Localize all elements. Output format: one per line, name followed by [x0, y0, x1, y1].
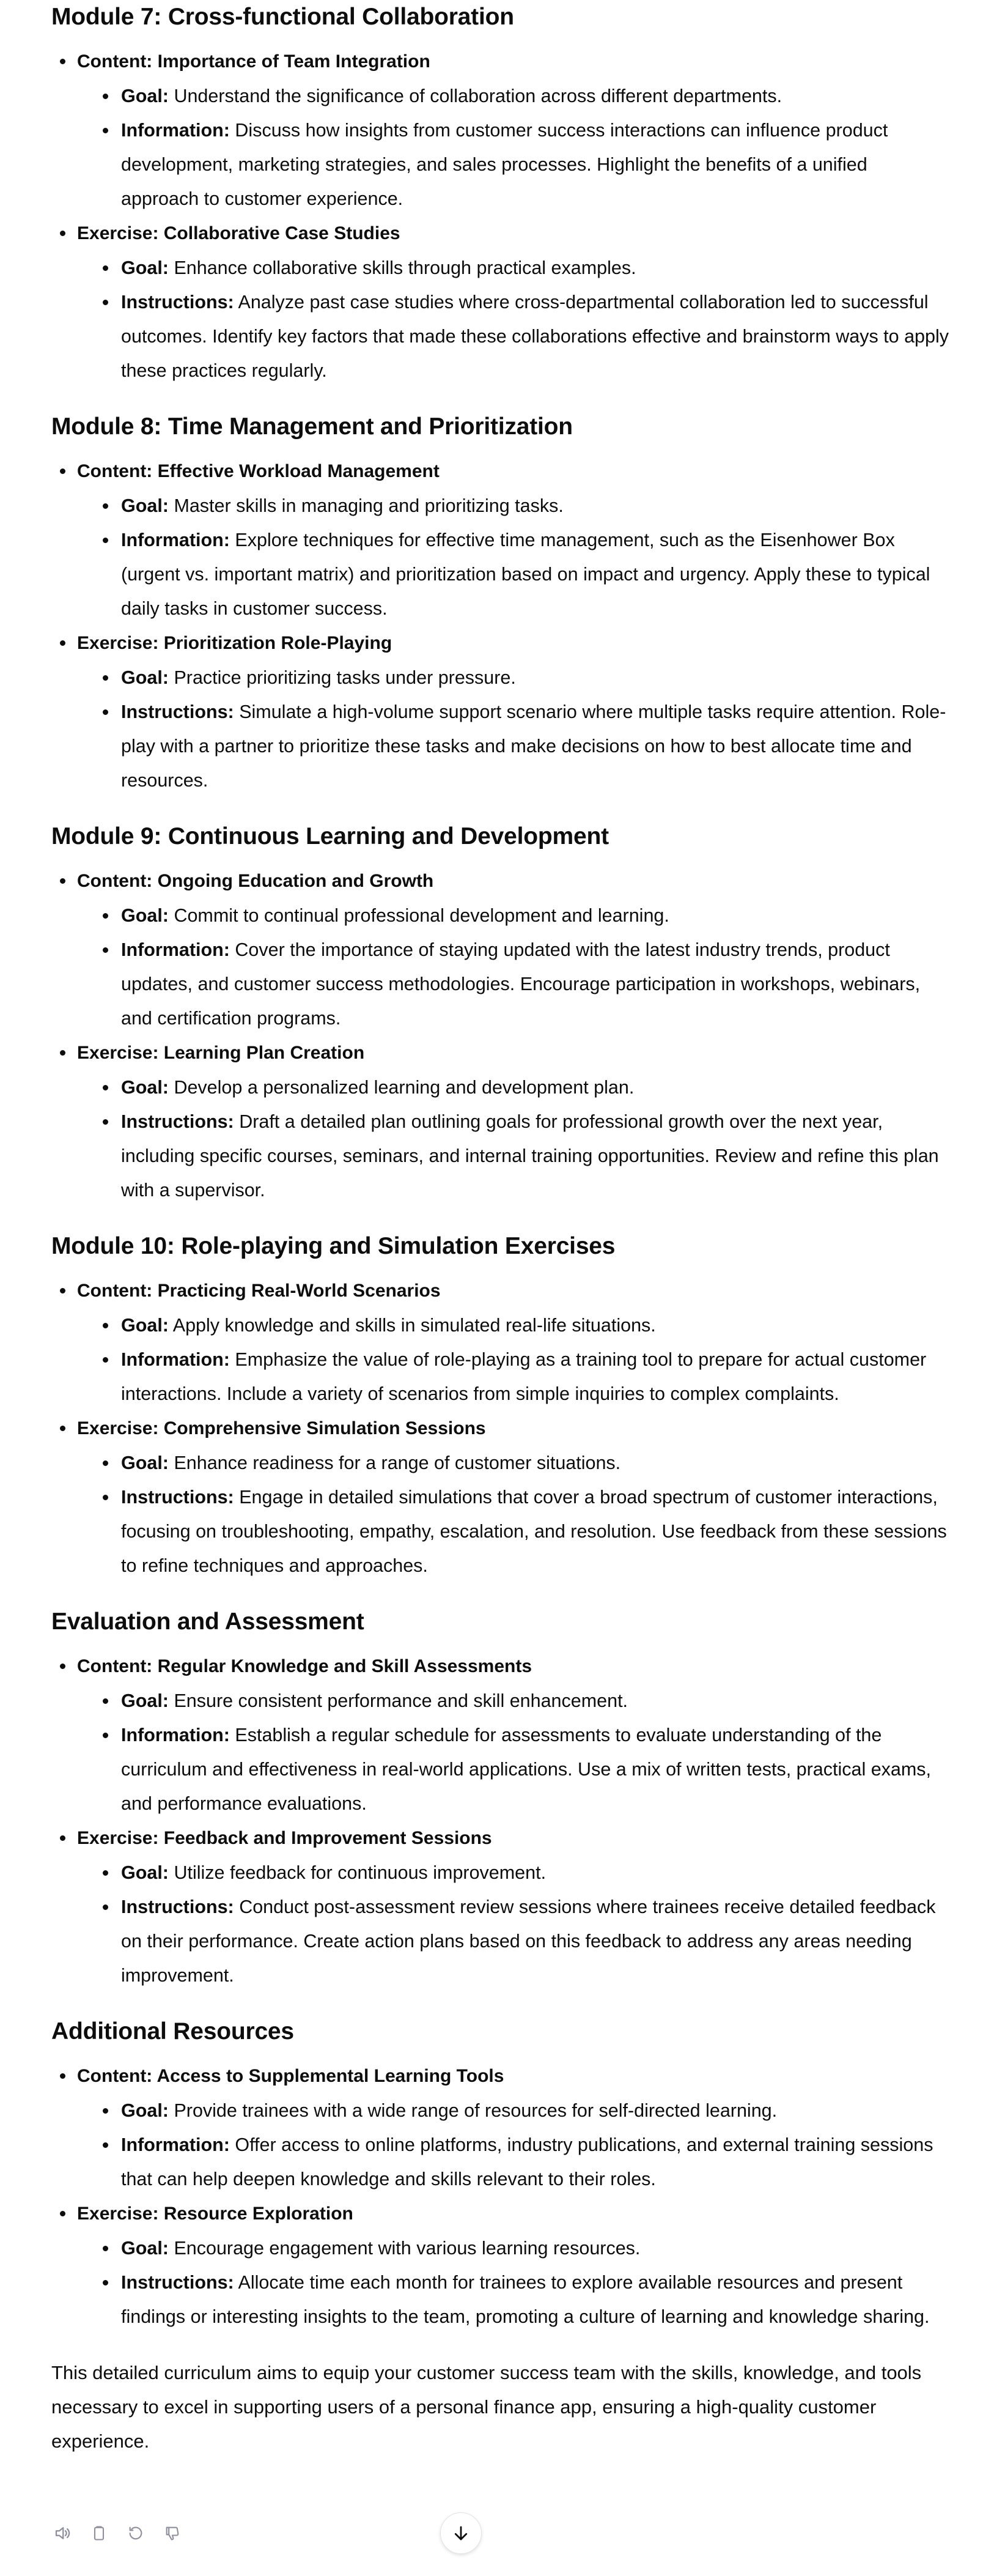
sub-item-label: Goal:	[121, 1690, 169, 1711]
sub-item-label: Goal:	[121, 2100, 169, 2121]
sub-item-label: Goal:	[121, 495, 169, 516]
sub-list-item	[77, 2128, 950, 2196]
module-item-list	[51, 1273, 950, 1583]
item-title: Exercise: Collaborative Case Studies	[77, 223, 400, 243]
sub-list	[77, 661, 950, 798]
module-item-list	[51, 1649, 950, 1993]
item-title: Content: Regular Knowledge and Skill Assessments	[77, 1656, 532, 1676]
module-list	[51, 0, 950, 2334]
sub-list-item	[77, 1446, 950, 1480]
list-item	[51, 1649, 950, 1821]
sub-list	[77, 1684, 950, 1821]
item-title: Content: Practicing Real-World Scenarios	[77, 1281, 441, 1301]
sub-list-item	[77, 933, 950, 1035]
item-title: Content: Importance of Team Integration	[77, 51, 430, 72]
list-item	[51, 1411, 950, 1583]
sub-list-item	[77, 285, 950, 388]
sub-item-text: Engage in detailed simulations that cover a broad spectrum of customer interactions, focusing on troubleshooting, empathy, escalation, and resolution. Use feedback from these sessions to refine techniques and approaches.	[121, 1487, 947, 1576]
sub-item-label: Information:	[121, 120, 230, 141]
closing-paragraph: This detailed curriculum aims to equip your customer success team with the skills, knowledge, and tools necessary to excel in supporting users of a personal finance app, ensuring a high-quality customer experience.	[51, 2362, 922, 2452]
list-item	[51, 864, 950, 1035]
sub-item-text: Enhance collaborative skills through practical examples.	[174, 257, 636, 278]
speaker-icon	[53, 2524, 72, 2542]
sub-list-item	[77, 1856, 950, 1890]
sub-item-label: Goal:	[121, 667, 169, 688]
sub-item-text: Apply knowledge and skills in simulated real-life situations.	[172, 1315, 656, 1336]
module-heading: Module 7: Cross-functional Collaboration	[51, 4, 514, 30]
read-aloud-button[interactable]	[51, 2522, 73, 2544]
sub-item-text: Practice prioritizing tasks under pressure.	[174, 667, 516, 688]
sub-item-label: Information:	[121, 2134, 230, 2155]
sub-item-label: Instructions:	[121, 292, 234, 313]
sub-list	[77, 1070, 950, 1207]
module-heading: Module 10: Role-playing and Simulation Exercises	[51, 1233, 616, 1259]
sub-list	[77, 1308, 950, 1411]
sub-item-label: Goal:	[121, 86, 169, 106]
sub-list-item	[77, 523, 950, 626]
sub-item-text: Master skills in managing and prioritizing tasks.	[174, 495, 564, 516]
sub-item-label: Goal:	[121, 1453, 169, 1473]
sub-item-label: Instructions:	[121, 1897, 234, 1917]
module-heading: Additional Resources	[51, 2018, 294, 2045]
item-title: Exercise: Learning Plan Creation	[77, 1043, 365, 1063]
item-title: Content: Ongoing Education and Growth	[77, 871, 434, 891]
sub-item-text: Encourage engagement with various learning resources.	[174, 2238, 641, 2259]
list-item	[51, 44, 950, 216]
sub-list-item	[77, 2231, 950, 2265]
sub-list	[77, 79, 950, 216]
regenerate-icon	[127, 2525, 144, 2542]
sub-item-text: Cover the importance of staying updated with the latest industry trends, product updates, and customer success methodologies. Encourage participation in workshops, webinars, and certification programs.	[121, 939, 921, 1029]
item-title: Content: Effective Workload Management	[77, 461, 440, 481]
module-heading: Module 9: Continuous Learning and Development	[51, 823, 609, 849]
sub-item-text: Simulate a high-volume support scenario where multiple tasks require attention. Role-play with a partner to prioritize these tasks and make decisions on how to best allocate time and resources.	[121, 701, 946, 791]
sub-item-text: Offer access to online platforms, industry publications, and external training sessions that can help deepen knowledge and skills relevant to their roles.	[121, 2134, 933, 2189]
sub-item-label: Goal:	[121, 1315, 169, 1336]
sub-item-text: Allocate time each month for trainees to explore available resources and present findings or interesting insights to the team, promoting a culture of learning and knowledge sharing.	[121, 2272, 930, 2327]
scroll-down-button[interactable]	[440, 2512, 482, 2554]
sub-list-item	[77, 1342, 950, 1411]
module-heading: Evaluation and Assessment	[51, 1608, 364, 1635]
sub-item-label: Goal:	[121, 1862, 169, 1883]
sub-item-label: Information:	[121, 939, 230, 960]
thumbs-down-button[interactable]	[161, 2522, 183, 2544]
sub-list-item	[77, 695, 950, 798]
thumbs-down-icon	[164, 2525, 181, 2542]
sub-item-text: Understand the significance of collaboration across different departments.	[174, 86, 782, 106]
list-item	[51, 2059, 950, 2196]
sub-list-item	[77, 1070, 950, 1105]
copy-icon	[90, 2525, 108, 2542]
sub-list-item	[77, 79, 950, 113]
list-item	[51, 216, 950, 388]
sub-list	[77, 2231, 950, 2334]
sub-item-label: Goal:	[121, 2238, 169, 2259]
sub-list-item	[77, 661, 950, 695]
sub-list	[77, 1446, 950, 1583]
module-heading: Module 8: Time Management and Prioritization	[51, 413, 573, 440]
sub-item-label: Goal:	[121, 905, 169, 926]
sub-item-text: Analyze past case studies where cross-departmental collaboration led to successful outcomes. Identify key factors that made these collaborations effective and brainstorm ways to apply these practices regularly.	[121, 292, 949, 381]
item-title: Exercise: Resource Exploration	[77, 2204, 353, 2224]
item-title: Exercise: Prioritization Role-Playing	[77, 633, 392, 653]
sub-list	[77, 2093, 950, 2196]
sub-list-item	[77, 2265, 950, 2334]
sub-item-text: Ensure consistent performance and skill enhancement.	[174, 1690, 628, 1711]
sub-list	[77, 251, 950, 388]
sub-item-label: Instructions:	[121, 701, 234, 722]
sub-list-item	[77, 1890, 950, 1993]
sub-item-text: Establish a regular schedule for assessments to evaluate understanding of the curriculum and effectiveness in real-world applications. Use a mix of written tests, practical exams, and performance evaluations.	[121, 1725, 932, 1814]
sub-item-label: Instructions:	[121, 2272, 234, 2293]
module-section	[51, 0, 950, 388]
sub-list-item	[77, 1684, 950, 1718]
sub-item-text: Utilize feedback for continuous improvement.	[174, 1862, 547, 1883]
arrow-down-icon	[452, 2524, 470, 2542]
module-section	[51, 1605, 950, 1993]
sub-list-item	[77, 898, 950, 933]
module-item-list	[51, 44, 950, 388]
sub-item-text: Emphasize the value of role-playing as a training tool to prepare for actual customer interactions. Include a variety of scenarios from simple inquiries to complex complaints.	[121, 1349, 927, 1404]
sub-item-label: Goal:	[121, 257, 169, 278]
list-item	[51, 1821, 950, 1993]
copy-button[interactable]	[88, 2522, 110, 2544]
sub-item-label: Information:	[121, 530, 230, 550]
list-item	[51, 454, 950, 626]
sub-item-label: Information:	[121, 1349, 230, 1370]
module-section	[51, 820, 950, 1207]
sub-list-item	[77, 489, 950, 523]
sub-list	[77, 489, 950, 626]
sub-list-item	[77, 251, 950, 285]
sub-item-text: Explore techniques for effective time management, such as the Eisenhower Box (urgent vs. important matrix) and prioritization based on impact and urgency. Apply these to typical daily tasks in customer success.	[121, 530, 930, 619]
sub-item-text: Commit to continual professional development and learning.	[174, 905, 669, 926]
list-item	[51, 2196, 950, 2334]
sub-list-item	[77, 1480, 950, 1583]
module-section	[51, 1229, 950, 1583]
sub-list-item	[77, 113, 950, 216]
sub-list	[77, 898, 950, 1035]
sub-item-label: Instructions:	[121, 1487, 234, 1508]
list-item	[51, 626, 950, 798]
sub-item-label: Instructions:	[121, 1111, 234, 1132]
sub-list-item	[77, 1718, 950, 1821]
sub-list-item	[77, 2093, 950, 2128]
module-section	[51, 410, 950, 798]
module-section	[51, 2015, 950, 2334]
message-actions	[51, 2522, 183, 2544]
module-item-list	[51, 2059, 950, 2334]
sub-item-label: Goal:	[121, 1077, 169, 1098]
sub-item-text: Conduct post-assessment review sessions where trainees receive detailed feedback on their performance. Create action plans based on this feedback to address any areas needing improvement.	[121, 1897, 936, 1986]
list-item	[51, 1273, 950, 1411]
sub-item-text: Draft a detailed plan outlining goals for professional growth over the next year, including specific courses, seminars, and internal training opportunities. Review and refine this plan with a supervisor.	[121, 1111, 939, 1201]
item-title: Exercise: Feedback and Improvement Sessions	[77, 1828, 492, 1848]
sub-list-item	[77, 1308, 950, 1342]
regenerate-button[interactable]	[125, 2522, 147, 2544]
assistant-message	[51, 0, 950, 2459]
item-title: Content: Access to Supplemental Learning Tools	[77, 2066, 504, 2086]
sub-item-text: Discuss how insights from customer success interactions can influence product development, marketing strategies, and sales processes. Highlight the benefits of a unified approach to customer experience.	[121, 120, 888, 209]
sub-item-text: Enhance readiness for a range of customer situations.	[174, 1453, 621, 1473]
module-item-list	[51, 864, 950, 1207]
list-item	[51, 1035, 950, 1207]
sub-item-text: Develop a personalized learning and development plan.	[174, 1077, 635, 1098]
sub-item-label: Information:	[121, 1725, 230, 1745]
sub-item-text: Provide trainees with a wide range of resources for self-directed learning.	[174, 2100, 778, 2121]
sub-list-item	[77, 1105, 950, 1207]
item-title: Exercise: Comprehensive Simulation Sessions	[77, 1418, 486, 1438]
module-item-list	[51, 454, 950, 798]
sub-list	[77, 1856, 950, 1993]
